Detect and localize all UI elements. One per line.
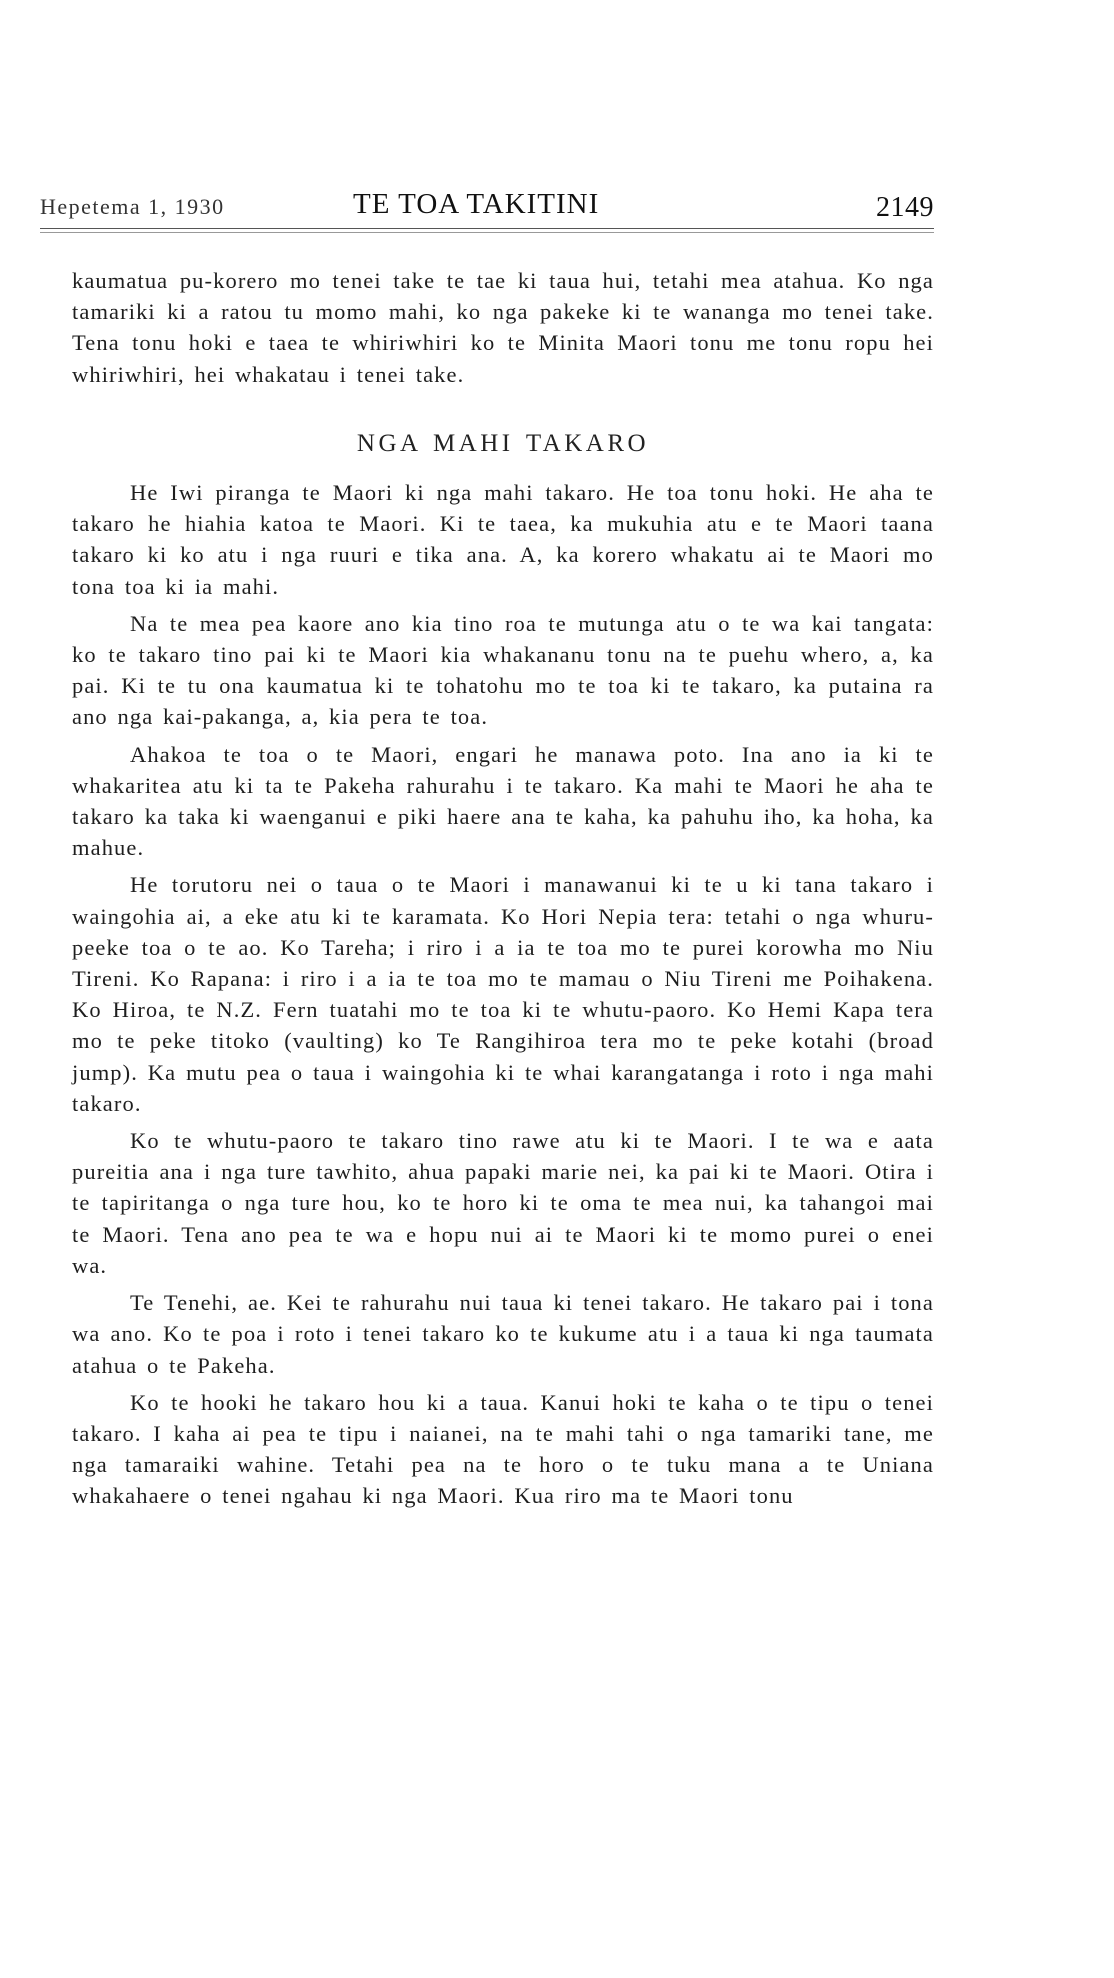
paragraph: Ko te whutu-paoro te takaro tino rawe atu ki te Maori. I te wa e aata pureitia ana i nga ture tawhito, ahua papaki marie nei, ka pai ki te Maori. Otira i te tapiritanga o nga ture hou, ko te horo ki te oma te mea nui, ka tahangoi mai te Maori. Tena ano pea te wa e hopu nui ai te Maori ki te momo purei o enei wa.	[72, 1128, 934, 1278]
paragraph: He Iwi piranga te Maori ki nga mahi takaro. He toa tonu hoki. He aha te takaro he hiahia katoa te Maori. Ki te taea, ka mukuhia atu e te Maori taana takaro ki ko atu i nga ruuri e tika ana. A, ka korero whakatu ai te Maori mo tona toa ki ia mahi.	[72, 480, 934, 599]
header-rule	[40, 228, 934, 229]
paragraph: Na te mea pea kaore ano kia tino roa te mutunga atu o te wa kai tangata: ko te takaro tino pai ki te Maori kia whakananu tonu na te puehu whero, a, ka pai. Ki te tu ona kaumatua ki te tohatohu mo te toa ki te takaro, ka putaina ra ano nga kai-pakanga, a, kia pera te toa.	[72, 610, 934, 730]
running-header	[40, 188, 934, 228]
article-body	[72, 265, 934, 1512]
publication-title: TE TOA TAKITINI	[353, 188, 600, 220]
paragraph: Te Tenehi, ae. Kei te rahurahu nui taua ki tenei takaro. He takaro pai i tona wa ano. Ko te poa i roto i tenei takaro ko te kukume atu i a taua ki nga taumata atahua o te Pakeha.	[72, 1290, 934, 1378]
paragraph: Ko te hooki he takaro hou ki a taua. Kanui hoki te kaha o te tipu o tenei takaro. I kaha ai pea te tipu i naianei, na te mahi tahi o nga tamariki tane, me nga tamaraiki wahine. Tetahi pea na te horo o te tuku mana a te Uniana whakahaere o tenei ngahau ki nga Maori. Kua riro ma te Maori tonu	[72, 1389, 934, 1509]
page-number: 2149	[876, 192, 934, 223]
header-date: Hepetema 1, 1930	[40, 194, 225, 219]
opening-paragraph: kaumatua pu-korero mo tenei take te tae ki taua hui, tetahi mea atahua. Ko nga tamariki ki a ratou tu momo mahi, ko nga pakeke ki te wananga mo tenei take. Tena tonu hoki e taea te whiriwhiri ko te Minita Maori tonu me tonu ropu hei whiriwhiri, hei whakatau i tenei take.	[72, 268, 934, 387]
paragraph: He torutoru nei o taua o te Maori i manawanui ki te u ki tana takaro i waingohia ai, a eke atu ki te karamata. Ko Hori Nepia tera: tetahi o nga whuru-peeke toa o te ao. Ko Tareha; i riro i a ia te toa mo te purei korowha mo Niu Tireni. Ko Rapana: i riro i a ia te toa mo te mamau o Niu Tireni me Poihakena. Ko Hiroa, te N.Z. Fern tuatahi mo te toa ki te whutu-paoro. Ko Hemi Kapa tera mo te peke titoko (vaulting) ko Te Rangihiroa tera mo te peke kotahi (broad jump). Ka mutu pea o taua i waingohia ki te whai karangatanga i roto i nga mahi takaro.	[72, 872, 934, 1116]
header-rule-secondary	[40, 232, 934, 233]
section-heading: NGA MAHI TAKARO	[356, 429, 650, 457]
paragraph: Ahakoa te toa o te Maori, engari he manawa poto. Ina ano ia ki te whakaritea atu ki ta te Pakeha rahurahu i te takaro. Ka mahi te Maori he aha te takaro ka taka ki waenganui e piki haere ana te kaha, ka pahuhu iho, ka hoha, ka mahue.	[72, 741, 934, 861]
